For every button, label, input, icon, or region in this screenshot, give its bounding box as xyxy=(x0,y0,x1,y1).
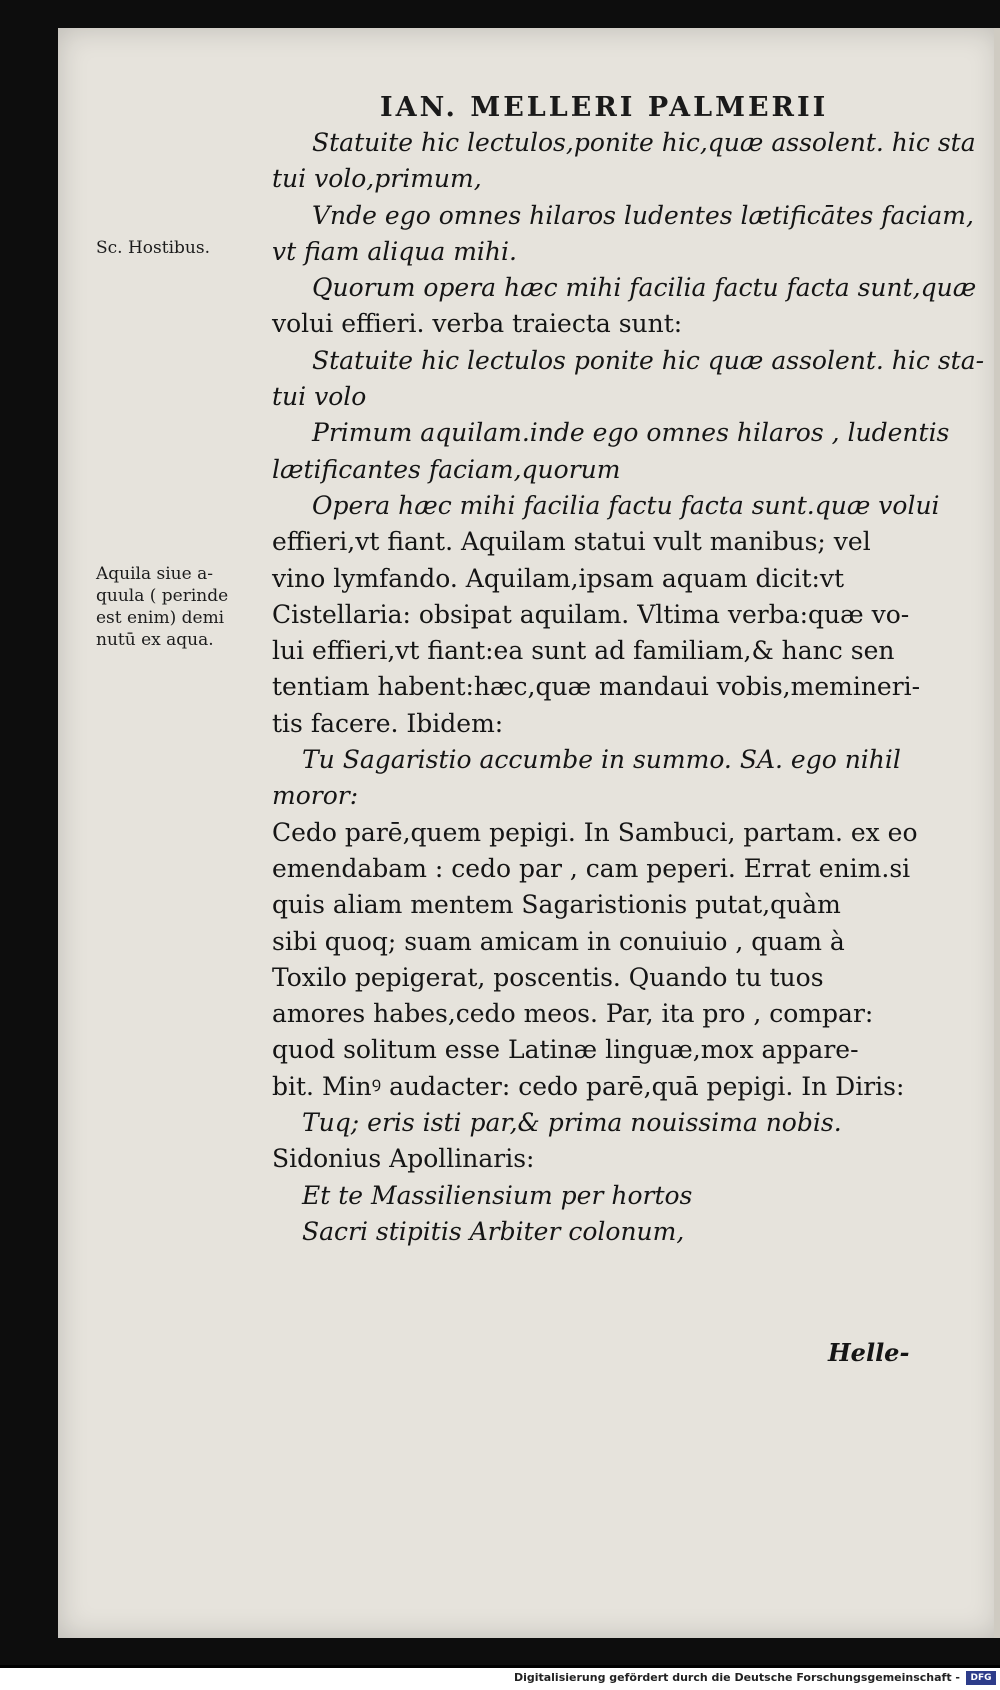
margin-note-hostibus: Sc. Hostibus. xyxy=(96,238,210,258)
running-head: IAN. MELLERI PALMERII xyxy=(380,92,829,123)
text-line: quod solitum esse Latinæ linguæ,mox appare- xyxy=(272,1035,859,1065)
catchword: Helle- xyxy=(828,1338,910,1367)
text-line: volui effieri. verba traiecta sunt: xyxy=(272,309,683,339)
dfg-logo-icon: DFG xyxy=(966,1671,996,1685)
text-line: tui volo,primum, xyxy=(272,164,482,194)
text-line: lui effieri,vt fiant:ea sunt ad familiam,& hanc sen xyxy=(272,636,895,666)
text-line: Sacri stipitis Arbiter colonum, xyxy=(302,1216,685,1246)
text-line: Sidonius Apollinaris: xyxy=(272,1144,535,1174)
footer-credit: Digitalisierung gefördert durch die Deutsche Forschungsgemeinschaft - xyxy=(513,1671,960,1684)
text-line: tui volo xyxy=(272,382,367,412)
margin-note-aquila-1: Aquila siue a- xyxy=(96,564,213,584)
text-line: effieri,vt fiant. Aquilam statui vult manibus; vel xyxy=(272,527,871,557)
text-line: Vnde ego omnes hilaros ludentes lætificātes faciam, xyxy=(312,200,974,230)
main-text xyxy=(272,125,985,1250)
text-line: amores habes,cedo meos. Par, ita pro , compar: xyxy=(272,999,874,1029)
text-line: Cistellaria: obsipat aquilam. Vltima verba:quæ vo- xyxy=(272,599,910,629)
text-line: moror: xyxy=(272,781,359,811)
text-line: vt fiam aliqua mihi. xyxy=(272,236,517,266)
text-line: Cedo parē,quem pepigi. In Sambuci, partam. ex eo xyxy=(272,817,918,847)
text-line: quis aliam mentem Sagaristionis putat,quàm xyxy=(272,890,841,920)
text-line: Et te Massiliensium per hortos xyxy=(302,1180,693,1210)
text-line: Statuite hic lectulos ponite hic quæ assolent. hic sta- xyxy=(312,345,985,375)
text-line: Tuq; eris isti par,& prima nouissima nobis. xyxy=(302,1108,842,1138)
text-line: tentiam habent:hæc,quæ mandaui vobis,memineri- xyxy=(272,672,921,702)
text-line: lætificantes faciam,quorum xyxy=(272,454,621,484)
text-line: emendabam : cedo par , cam peperi. Errat enim.si xyxy=(272,853,911,883)
text-line: Statuite hic lectulos,ponite hic,quæ assolent. hic sta xyxy=(312,128,976,157)
margin-note-aquila-2: quula ( perinde xyxy=(96,586,229,606)
margin-note-aquila-4: nutū ex aqua. xyxy=(96,630,214,650)
text-line: tis facere. Ibidem: xyxy=(272,708,504,738)
margin-note-aquila-3: est enim) demi xyxy=(96,608,225,628)
footer-bar xyxy=(0,1668,1000,1690)
text-line: sibi quoq; suam amicam in conuiuio , quam à xyxy=(272,926,845,956)
text-line: vino lymfando. Aquilam,ipsam aquam dicit:vt xyxy=(272,563,845,593)
text-line: Primum aquilam.inde ego omnes hilaros , ludentis xyxy=(312,418,950,448)
page-edge xyxy=(994,28,1000,1638)
text-line: Toxilo pepigerat, poscentis. Quando tu tuos xyxy=(272,962,824,992)
text-line: bit. Minꝰ audacter: cedo parē,quā pepigi. In Diris: xyxy=(272,1071,905,1101)
text-line: Tu Sagaristio accumbe in summo. SA. ego nihil xyxy=(302,745,901,775)
text-line: Opera hæc mihi facilia factu facta sunt.quæ volui xyxy=(312,490,940,520)
text-line: Quorum opera hæc mihi facilia factu facta sunt,quæ xyxy=(312,273,977,303)
